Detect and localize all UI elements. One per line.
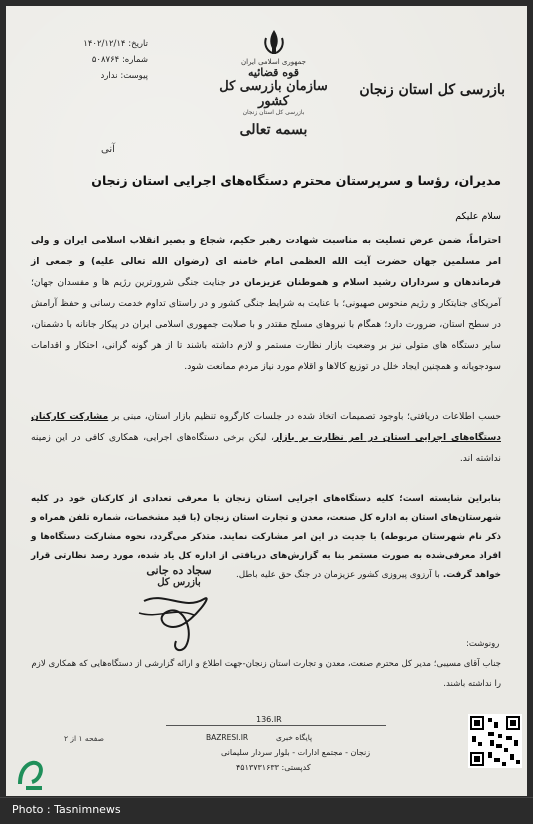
date-value: ۱۴۰۲/۱۲/۱۴ — [83, 39, 126, 49]
page-number: صفحه ۱ از ۲ — [64, 734, 104, 743]
date-row: تاریخ: ۱۴۰۲/۱۲/۱۴ — [83, 39, 148, 49]
highlight-text: مشارکت کارکنان دستگاه‌های اجرایی استان در امر نظارت بر بازار — [31, 411, 501, 443]
attachment-row: پیوست: ندارد — [100, 71, 148, 81]
footer-site-label: پایگاه خبری — [276, 733, 313, 742]
photo-credit: Photo : Tasnimnews — [12, 803, 121, 816]
signature-block — [124, 564, 234, 588]
greeting: سلام علیکم — [455, 211, 501, 222]
footer-phone: 136.IR — [256, 715, 282, 724]
footer-address: زنجان - مجتمع ادارات - بلوار سردار سلیمانی — [221, 748, 371, 757]
letter-meta — [28, 36, 148, 84]
number-value: ۵۰۸۷۶۴ — [91, 55, 120, 65]
bismillah: بسمه تعالی — [239, 122, 308, 138]
tasnim-logo-icon — [12, 746, 52, 796]
unit-title: بازرسی کل استان زنجان — [359, 82, 505, 98]
number-row: شماره: ۵۰۸۷۶۴ — [91, 55, 148, 65]
org-line1: جمهوری اسلامی ایران — [241, 58, 306, 66]
signer-name: سجاد ده جانی — [146, 564, 212, 577]
letter-page — [6, 6, 527, 796]
paragraph-1: احتراماً، ضمن عرض تسلیت به مناسبت شهادت رهبر حکیم، شجاع و بصیر انقلاب اسلامی ایران و ولی امر مسلمین جهان حضرت آیت الله العظمی امام خامنه ای (رضوان الله تعالی علیه) و جمعی از فرماندهان و سرداران رشید اسلام و هموطنان عزیزمان در جنایت جنگی شرورترین رژیم ها و مفسدان جهان؛ آمریکای جنایتکار و رژیم منحوس صهیونی؛ با عنایت به شرایط جنگی کشور و در راستای تداوم خدمت رسانی و حفظ آرامش در سطح استان، ضرورت دارد؛ همگام با نیروهای مسلح مقتدر و با صلابت جمهوری اسلامی ایران در پیکار جانانه با دشمنان، سایر دستگاه های متولی نیز بر وضعیت بازار نظارت مستمر و لازم داشته باشند تا از هر گونه گرانی، احتکار و اقدامات سودجویانه و همچنین ایجاد خلل در توزیع کالاها و اقلام مورد نیاز مردم ممانعت شود. — [31, 235, 502, 372]
footer-postal: کدپستی: ۴۵۱۳۷۳۱۶۳۳ — [236, 763, 311, 772]
urgency-label: آنی — [101, 144, 115, 155]
caption-divider — [0, 797, 533, 798]
paragraph-2: حسب اطلاعات دریافتی؛ باوجود تصمیمات اتخاذ شده در جلسات کارگروه تنظیم بازار استان، مبنی بر مشارکت کارکنان دستگاه‌های اجرایی استان در امر نظارت بر بازار، لیکن برخی دستگاه‌های اجرایی، همکاری کافی در این زمینه نداشته اند. — [31, 411, 502, 464]
footer-divider — [166, 725, 386, 726]
org-line4: بازرسی کل استان زنجان — [242, 109, 305, 116]
cc-text: جناب آقای مسیبی؛ مدیر کل محترم صنعت، معدن و تجارت استان زنجان-جهت اطلاع و ارائه گزارشی از دستگاه‌هایی که همکاری لازم را نداشته باشند. — [31, 659, 501, 689]
recipient: مدیران، رؤسا و سرپرستان محترم دستگاه‌های اجرایی استان زنجان — [91, 173, 501, 188]
signer-title: بازرس کل — [157, 577, 201, 588]
closing-line: با آرزوی پیروزی کشور عزیزمان در جنگ حق علیه باطل. — [235, 570, 440, 580]
footer-site: BAZRESI.IR — [206, 733, 249, 742]
org-block — [211, 58, 336, 138]
org-line3: سازمان بازرسی کل کشور — [219, 79, 328, 109]
paragraph-3: بنابراین شایسته است؛ کلیه دستگاه‌های اجرایی استان زنجان با معرفی تعدادی از کارکنان خود در کلیه شهرستان‌های استان به اداره کل صنعت، معدن و تجارت استان زنجان (با قید مشخصات، شماره تلفن همراه و ذکر نام شهرستان مربوطه) با جدیت در این امر مشارکت نمایند. متذکر می‌گردد، نحوه مشارکت دستگاه‌ها و افراد معرفی‌شده به صورت مستمر بنا به گزارش‌های دریافتی از اداره کل یاد شده، مورد رصد نظارتی قرار خواهد گرفت. با آرزوی پیروزی کشور عزیزمان در جنگ حق علیه باطل. — [31, 494, 501, 580]
iran-emblem-icon — [260, 28, 288, 58]
cc-label: رونوشت: — [466, 639, 500, 649]
attachment-value: ندارد — [100, 71, 118, 81]
org-line2: قوه قضائیه — [248, 66, 299, 79]
qr-code-icon — [468, 714, 522, 768]
